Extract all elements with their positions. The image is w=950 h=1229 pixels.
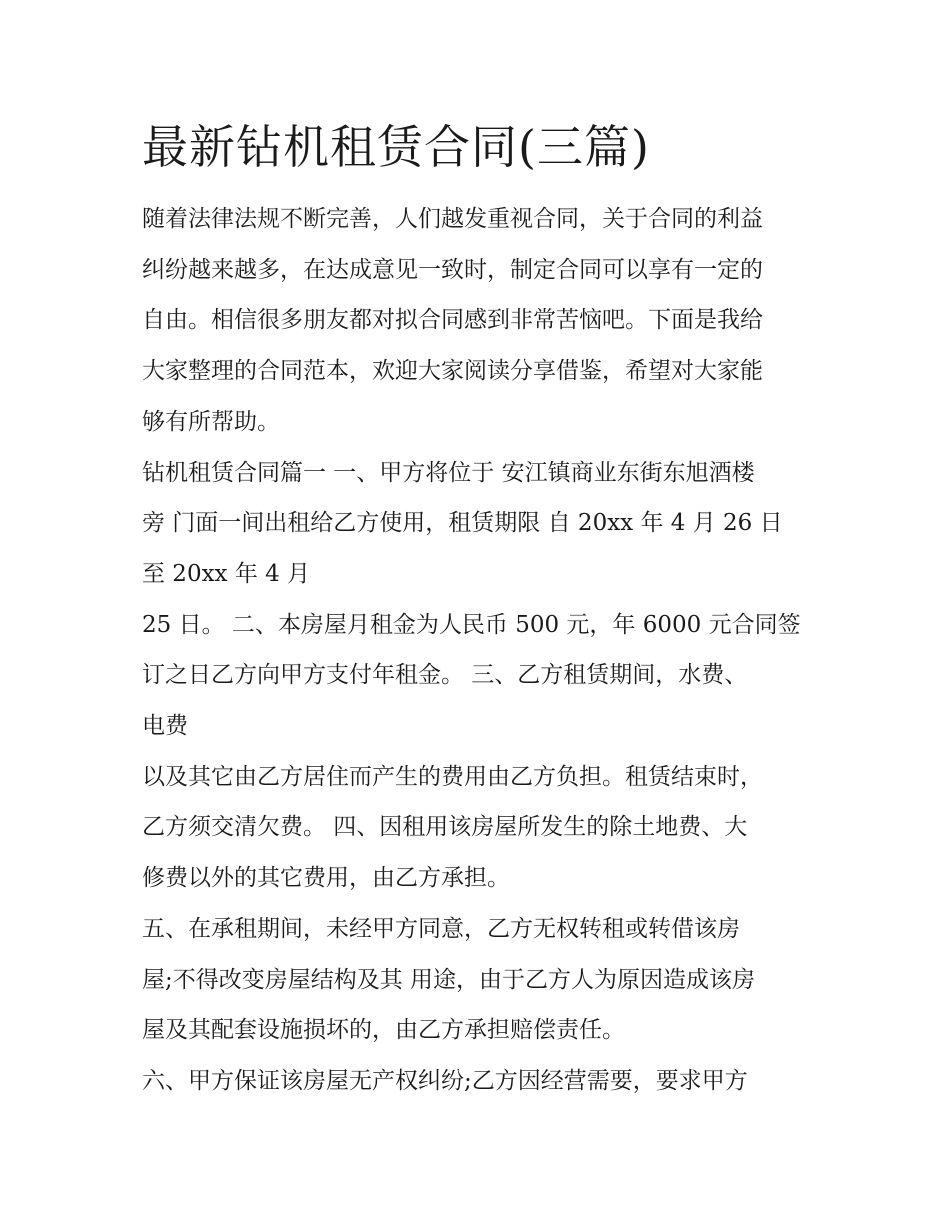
- text-line: 订之日乙方向甲方支付年租金。 三、乙方租赁期间，水费、: [142, 662, 748, 689]
- text-line: 随着法律法规不断完善，人们越发重视合同，关于合同的利益: [142, 206, 763, 232]
- text-line: 旁 门面一间出租给乙方使用，租赁期限 自 20xx 年 4 月 26 日: [142, 510, 783, 537]
- paragraph-clause-3-4: [142, 752, 822, 904]
- text-line: 钻机租赁合同篇一 一、甲方将位于 安江镇商业东街东旭酒楼: [142, 459, 755, 486]
- text-line: 电费: [142, 713, 188, 740]
- text-line: 六、甲方保证该房屋无产权纠纷;乙方因经营需要，要求甲方: [142, 1067, 748, 1094]
- paragraph-clause-6: [142, 1056, 822, 1107]
- text-line: 屋;不得改变房屋结构及其 用途，由于乙方人为原因造成该房: [142, 966, 756, 993]
- text-line: 至 20xx 年 4 月: [142, 560, 311, 587]
- text-line: 屋及其配套设施损坏的，由乙方承担赔偿责任。: [142, 1017, 625, 1044]
- text-line: 够有所帮助。: [142, 408, 280, 435]
- text-line: 大家整理的合同范本，欢迎大家阅读分享借鉴，希望对大家能: [142, 358, 763, 385]
- paragraph-intro: [142, 194, 822, 448]
- document-page: [142, 112, 822, 1107]
- text-line: 乙方须交清欠费。 四、因租用该房屋所发生的除土地费、大: [142, 814, 748, 841]
- text-line: 自由。相信很多朋友都对拟合同感到非常苦恼吧。下面是我给: [142, 307, 763, 334]
- paragraph-clause-5: [142, 904, 822, 1056]
- text-line: 修费以外的其它费用，由乙方承担。: [142, 865, 510, 892]
- paragraph-clause-1: [142, 448, 822, 600]
- text-line: 纠纷越来越多，在达成意见一致时，制定合同可以享有一定的: [142, 256, 763, 283]
- text-line: 五、在承租期间，未经甲方同意，乙方无权转租或转借该房: [142, 915, 740, 942]
- text-line: 25 日。 二、本房屋月租金为人民币 500 元，年 6000 元合同签: [142, 611, 801, 638]
- text-line: 以及其它由乙方居住而产生的费用由乙方负担。租赁结束时，: [142, 763, 763, 790]
- paragraph-clause-2-3: [142, 600, 822, 752]
- document-title: 最新钻机租赁合同(三篇): [142, 120, 650, 174]
